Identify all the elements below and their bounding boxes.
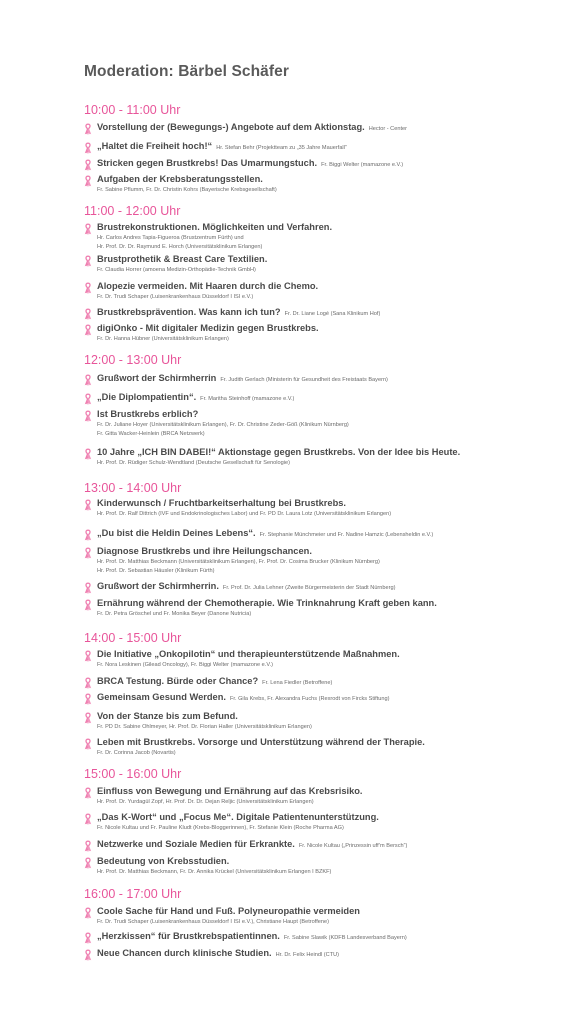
agenda-item-speakers: Fr. Dr. Petra Gröschel und Fr. Monika Beyer (Danone Nutricia)	[97, 611, 252, 617]
agenda-item	[84, 675, 567, 690]
agenda-item-line	[97, 580, 567, 595]
agenda-item-speakers: Fr. Nora Leskinen (Gilead Oncology), Fr. Biggi Welter (mamazone e.V.)	[97, 662, 273, 668]
agenda-item-line	[97, 173, 567, 186]
agenda-item-line	[97, 785, 567, 798]
agenda-item-line	[97, 930, 567, 945]
agenda-item-speakers: Hr. Prof. Dr. Matthias Beckmann, Fr. Dr. Annika Krückel (Universitätsklinikum Erlangen I BZKF)	[97, 869, 332, 875]
agenda-item	[84, 691, 567, 706]
agenda-item	[84, 408, 567, 438]
pink-ribbon-icon	[84, 676, 92, 688]
agenda-item	[84, 597, 567, 619]
agenda-item-speakers: Fr. Dr. Trudi Schaper (Luisenkrankenhaus Düsseldorf I ISI e.V.), Christiane Haupt (Betroffene)	[97, 919, 329, 925]
pink-ribbon-icon	[84, 141, 92, 153]
agenda-item	[84, 497, 567, 519]
slot-time: 14:00 - 15:00 Uhr	[84, 631, 182, 645]
agenda-item-title: Netzwerke und Soziale Medien für Erkrankte.	[97, 839, 295, 849]
agenda-item-speakers: Fr. Sabine Pflumm, Fr. Dr. Christin Kohrs (Bayerische Krebsgesellschaft)	[97, 187, 277, 193]
agenda-item-line	[97, 691, 567, 706]
pink-ribbon-icon	[84, 711, 92, 723]
agenda-item	[84, 372, 567, 387]
agenda-item-speaker: Fr. Stephanie Münchmeier und Fr. Nadine Hamzic (Lebensheldin e.V.)	[259, 532, 434, 538]
agenda-item-line	[97, 221, 567, 234]
agenda-item-line	[97, 121, 567, 136]
agenda-item-speakers: Hr. Prof. Dr. Yurdagül Zopf, Hr. Prof. Dr. Dr. Dejan Reljic (Universitätsklinikum Erlangen)	[97, 799, 314, 805]
slot-time: 15:00 - 16:00 Uhr	[84, 767, 182, 781]
agenda-item-line	[97, 811, 567, 824]
agenda-item-line	[97, 280, 567, 293]
pink-ribbon-icon	[84, 692, 92, 704]
agenda-item-speaker: Fr. Dr. Liane Logé (Sana Klinikum Hof)	[284, 311, 381, 317]
agenda-item-title: Kinderwunsch / Fruchtbarkeitserhaltung bei Brustkrebs.	[97, 498, 347, 508]
pink-ribbon-icon	[84, 447, 92, 459]
agenda-item-speakers: Hr. Prof. Dr. Sebastian Häusler (Klinikum Fürth)	[97, 567, 215, 574]
agenda-item-title: Einfluss von Bewegung und Ernährung auf das Krebsrisiko.	[97, 786, 363, 796]
agenda-item-title: Alopezie vermeiden. Mit Haaren durch die Chemo.	[97, 281, 319, 291]
agenda-item-title: Leben mit Brustkrebs. Vorsorge und Unterstützung während der Therapie.	[97, 737, 425, 747]
agenda-item	[84, 322, 567, 344]
agenda-item	[84, 253, 567, 275]
agenda-item	[84, 121, 567, 136]
agenda-item-speakers: Fr. Nicole Kultau und Fr. Pauline Kludt (Krebs-Bloggerinnen), Fr. Stefanie Klein (Roche Pharma AG)	[97, 825, 344, 831]
agenda-item	[84, 838, 567, 853]
agenda-item-line	[97, 545, 567, 558]
pink-ribbon-icon	[84, 174, 92, 186]
agenda-item-speakers: Fr. Dr. Corinna Jacob (Novartis)	[97, 750, 176, 756]
agenda-item-title: „Das K-Wort“ und „Focus Me“. Digitale Patientenunterstützung.	[97, 812, 379, 822]
pink-ribbon-icon	[84, 528, 92, 540]
agenda-item-line	[97, 710, 567, 723]
agenda-item	[84, 905, 567, 927]
agenda-item	[84, 811, 567, 833]
agenda-item-title: Neue Chancen durch klinische Studien.	[97, 948, 272, 958]
agenda-item-title: Stricken gegen Brustkrebs! Das Umarmungstuch.	[97, 158, 318, 168]
agenda-item	[84, 157, 567, 172]
agenda-item-speakers: Fr. Gitta Wacker-Heinlein (BRCA Netzwerk)	[97, 430, 205, 437]
agenda-item-line	[97, 855, 567, 868]
agenda-item-line	[97, 157, 567, 172]
pink-ribbon-icon	[84, 856, 92, 868]
pink-ribbon-icon	[84, 498, 92, 510]
agenda-item-line	[97, 391, 567, 406]
agenda-item-speakers: Hr. Prof. Dr. Matthias Beckmann (Universitätsklinikum Erlangen), Fr. Prof. Dr. Cosima Brucker (Klinikum Nürnberg)	[97, 559, 380, 565]
pink-ribbon-icon	[84, 931, 92, 943]
agenda-item	[84, 527, 567, 542]
agenda-item-line	[97, 253, 567, 266]
pink-ribbon-icon	[84, 222, 92, 234]
agenda-item-line	[97, 497, 567, 510]
agenda-item-title: Grußwort der Schirmherrin	[97, 373, 217, 383]
agenda-item	[84, 930, 567, 945]
agenda-item-line	[97, 905, 567, 918]
agenda-item-line	[97, 736, 567, 749]
pink-ribbon-icon	[84, 307, 92, 319]
agenda-item-line	[97, 527, 567, 542]
agenda-item-title: „Herzkissen“ für Brustkrebspatientinnen.	[97, 931, 280, 941]
agenda-item-line	[97, 947, 567, 962]
agenda-item-speaker: Fr. Gila Krebs, Fr. Alexandra Fuchs (Rexrodt von Fircks Stiftung)	[230, 696, 390, 702]
agenda-item	[84, 648, 567, 670]
agenda-item-title: Aufgaben der Krebsberatungsstellen.	[97, 174, 263, 184]
agenda-item	[84, 545, 567, 575]
agenda-item	[84, 736, 567, 758]
agenda-item-speakers: Fr. Dr. Juliane Hoyer (Universitätsklinikum Erlangen), Fr. Dr. Christine Zeder-Göß (Klinikum Nürnberg)	[97, 422, 349, 428]
pink-ribbon-icon	[84, 812, 92, 824]
agenda-item	[84, 947, 567, 962]
agenda-item	[84, 446, 567, 468]
agenda-item-speakers: Hr. Prof. Dr. Ralf Dittrich (IVF und Endokrinologisches Labor) und Fr. PD Dr. Laura Lotz (Universitätsklinikum Erlangen)	[97, 511, 392, 517]
slot-time: 10:00 - 11:00 Uhr	[84, 103, 181, 117]
slot-time: 12:00 - 13:00 Uhr	[84, 353, 182, 367]
agenda-item-title: Gemeinsam Gesund Werden.	[97, 692, 226, 702]
agenda-item-title: Brustrekonstruktionen. Möglichkeiten und Verfahren.	[97, 222, 333, 232]
agenda-item-speaker: Hector - Center	[368, 126, 407, 132]
pink-ribbon-icon	[84, 373, 92, 385]
agenda-item-title: 10 Jahre „ICH BIN DABEI!“ Aktionstage gegen Brustkrebs. Von der Idee bis Heute.	[97, 447, 461, 457]
pink-ribbon-icon	[84, 546, 92, 558]
agenda-item-speakers: Hr. Carlos Andres Tapia-Figueroa (Brustzentrum Fürth) und	[97, 235, 244, 241]
agenda-item-line	[97, 140, 567, 155]
agenda-item	[84, 306, 567, 321]
agenda-item-title: BRCA Testung. Bürde oder Chance?	[97, 676, 259, 686]
agenda-item	[84, 140, 567, 155]
slot-time: 11:00 - 12:00 Uhr	[84, 204, 181, 218]
agenda-item-speaker: Fr. Maritha Steinhoff (mamazone e.V.)	[200, 396, 295, 402]
agenda-item-title: Ist Brustkrebs erblich?	[97, 409, 199, 419]
pink-ribbon-icon	[84, 409, 92, 421]
agenda-item-title: „Haltet die Freiheit hoch!“	[97, 141, 213, 151]
slot-time: 13:00 - 14:00 Uhr	[84, 481, 182, 495]
pink-ribbon-icon	[84, 122, 92, 134]
agenda-item-speaker: Hr. Dr. Felix Heindl (CTU)	[275, 952, 340, 958]
agenda-item-speakers: Fr. Dr. Hanna Hübner (Universitätsklinikum Erlangen)	[97, 336, 229, 342]
agenda-item-line	[97, 322, 567, 335]
pink-ribbon-icon	[84, 281, 92, 293]
agenda-item-line	[97, 838, 567, 853]
agenda-item-line	[97, 597, 567, 610]
agenda-item	[84, 280, 567, 302]
agenda-item-title: Brustprothetik & Breast Care Textilien.	[97, 254, 268, 264]
agenda-item-line	[97, 446, 567, 459]
pink-ribbon-icon	[84, 906, 92, 918]
agenda-item	[84, 173, 567, 195]
agenda-item-speaker: Fr. Biggi Welter (mamazone e.V.)	[321, 162, 404, 168]
pink-ribbon-icon	[84, 323, 92, 335]
agenda-item-speaker: Fr. Lena Fiedler (Betroffene)	[262, 680, 333, 686]
agenda-item-title: Bedeutung von Krebsstudien.	[97, 856, 230, 866]
agenda-item-speakers: Hr. Prof. Dr. Dr. Raymund E. Horch (Universitätsklinikum Erlangen)	[97, 243, 263, 250]
agenda-item-speakers: Hr. Prof. Dr. Rüdiger Schulz-Wendtland (Deutsche Gesellschaft für Senologie)	[97, 460, 290, 466]
agenda-item-title: Von der Stanze bis zum Befund.	[97, 711, 238, 721]
agenda-item	[84, 391, 567, 406]
agenda-item-line	[97, 648, 567, 661]
agenda-item-speakers: Fr. Dr. Trudi Schaper (Luisenkrankenhaus Düsseldorf I ISI e.V.)	[97, 294, 254, 300]
pink-ribbon-icon	[84, 839, 92, 851]
pink-ribbon-icon	[84, 392, 92, 404]
agenda-item-speakers: Fr. Claudia Horrer (amoena Medizin-Orthopädie-Technik GmbH)	[97, 267, 256, 273]
agenda-item-title: „Die Diplompatientin“.	[97, 392, 197, 402]
agenda-item-line	[97, 675, 567, 690]
pink-ribbon-icon	[84, 786, 92, 798]
agenda-item-title: „Du bist die Heldin Deines Lebens“.	[97, 528, 256, 538]
pink-ribbon-icon	[84, 254, 92, 266]
pink-ribbon-icon	[84, 598, 92, 610]
pink-ribbon-icon	[84, 158, 92, 170]
agenda-item-line	[97, 408, 567, 421]
agenda-item-title: Ernährung während der Chemotherapie. Wie Trinknahrung Kraft geben kann.	[97, 598, 437, 608]
agenda-item	[84, 785, 567, 807]
agenda-item-speaker: Fr. Judith Gerlach (Ministerin für Gesundheit des Freistaats Bayern)	[220, 377, 388, 383]
pink-ribbon-icon	[84, 948, 92, 960]
agenda-item-title: Brustkrebsprävention. Was kann ich tun?	[97, 307, 281, 317]
agenda-item-speaker: Fr. Sabine Slawik (KDFB Landesverband Bayern)	[283, 935, 407, 941]
moderation-heading: Moderation: Bärbel Schäfer	[84, 63, 290, 80]
agenda-item-line	[97, 372, 567, 387]
agenda-item	[84, 855, 567, 877]
agenda-item-title: Grußwort der Schirmherrin.	[97, 581, 219, 591]
pink-ribbon-icon	[84, 649, 92, 661]
agenda-item-speaker: Hr. Stefan Behr (Projektteam zu „35 Jahre Mauerfall“	[216, 145, 347, 151]
agenda-item-speakers: Fr. PD Dr. Sabine Ohlmeyer, Hr. Prof. Dr. Florian Haller (Universitätsklinikum Erlangen)	[97, 724, 312, 730]
pink-ribbon-icon	[84, 737, 92, 749]
agenda-item-title: Coole Sache für Hand und Fuß. Polyneuropathie vermeiden	[97, 906, 360, 916]
agenda-item-line	[97, 306, 567, 321]
agenda-item	[84, 710, 567, 732]
agenda-item	[84, 221, 567, 251]
agenda-item	[84, 580, 567, 595]
slot-time: 16:00 - 17:00 Uhr	[84, 887, 182, 901]
pink-ribbon-icon	[84, 581, 92, 593]
agenda-item-title: Vorstellung der (Bewegungs-) Angebote auf dem Aktionstag.	[97, 122, 365, 132]
agenda-item-title: digiOnko - Mit digitaler Medizin gegen Brustkrebs.	[97, 323, 319, 333]
agenda-item-title: Diagnose Brustkrebs und ihre Heilungschancen.	[97, 546, 312, 556]
agenda-item-title: Die Initiative „Onkopilotin“ und therapieunterstützende Maßnahmen.	[97, 649, 400, 659]
agenda-item-speaker: Fr. Nicole Kultau („Prinzessin uff’m Bersch“)	[298, 843, 408, 849]
agenda-item-speaker: Fr. Prof. Dr. Julia Lehner (Zweite Bürgermeisterin der Stadt Nürnberg)	[222, 585, 396, 591]
programme	[84, 63, 554, 958]
